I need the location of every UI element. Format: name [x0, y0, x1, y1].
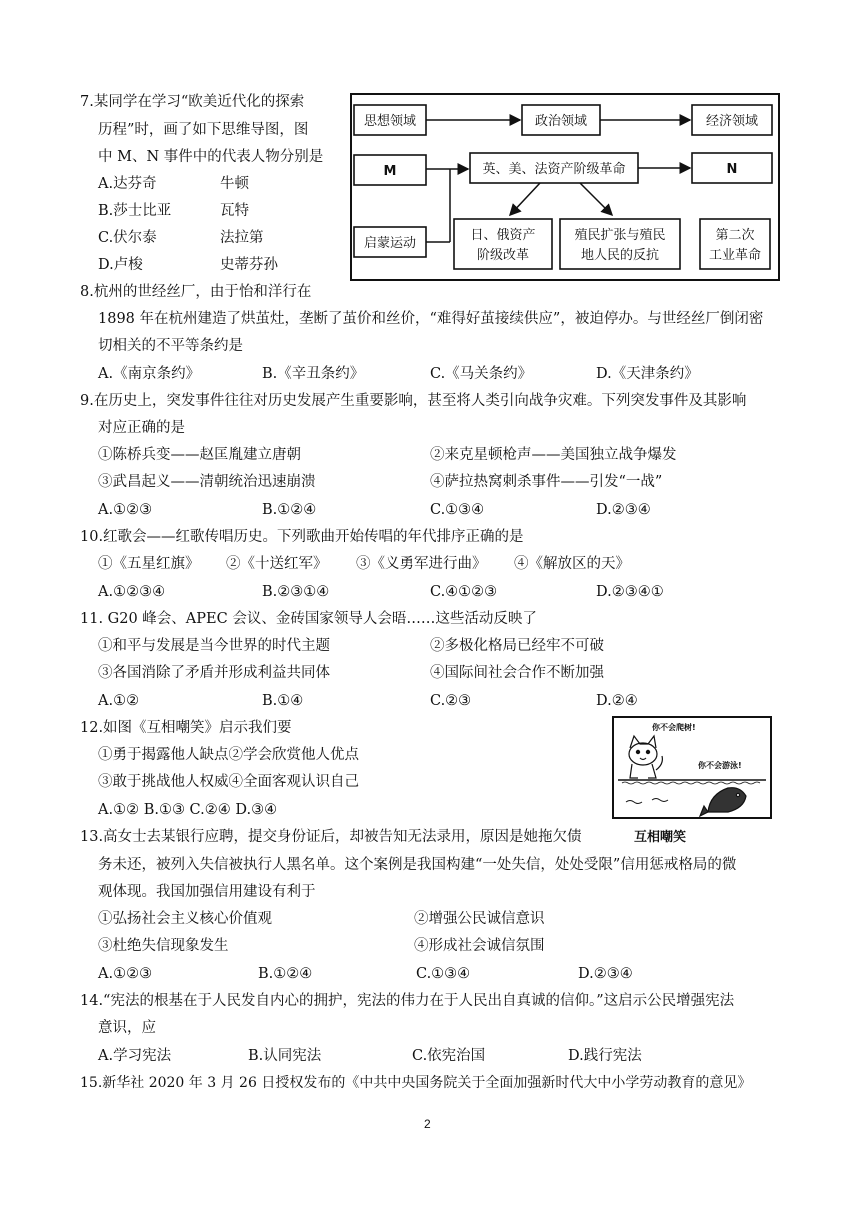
- box-second-industrial-revolution-line1: 第二次: [715, 228, 755, 243]
- q13-option-b: B.①②④: [258, 966, 313, 982]
- q8-option-c: C.《马关条约》: [430, 366, 533, 382]
- q14-line-1: 14.“宪法的根基在于人民发自内心的拥护，宪法的伟力在于人民出自真诚的信仰。”这启示公民增强宪法: [80, 993, 735, 1009]
- q7-option-d-letter: D.卢梭: [98, 257, 143, 273]
- q13-line-3: 观体现。我国加强信用建设有利于: [98, 884, 316, 900]
- q10-item-2: ②《十送红军》: [226, 556, 328, 572]
- q11-item-4: ④国际间社会合作不断加强: [430, 665, 604, 681]
- box-m-label: M: [383, 164, 397, 179]
- q13-line-1: 13.高女士去某银行应聘，提交身份证后，却被告知无法录用，原因是她拖欠债: [80, 829, 582, 845]
- q10-item-3: ③《义勇军进行曲》: [356, 556, 487, 572]
- q7-option-c-value: 法拉第: [220, 230, 264, 246]
- q13-line-2: 务未还，被列入失信被执行人黑名单。这个案例是我国构建“一处失信，处处受限”信用惩戒格局的微: [98, 857, 737, 873]
- box-bourgeois-revolution-label: 英、美、法资产阶级革命: [482, 162, 626, 177]
- q9-item-4: ④萨拉热窝刺杀事件——引发“一战”: [430, 474, 663, 490]
- q14-option-c: C.依宪治国: [412, 1048, 486, 1064]
- box-colonial-expansion-line2: 地人民的反抗: [580, 248, 660, 263]
- box-colonial-expansion-line1: 殖民扩张与殖民: [574, 228, 666, 243]
- mind-map-diagram: [350, 93, 780, 281]
- q7-line-1: 7.某同学在学习“欧美近代化的探索: [80, 94, 305, 110]
- q8-option-d: D.《天津条约》: [596, 366, 699, 382]
- q9-line-2: 对应正确的是: [98, 420, 185, 436]
- q14-option-d: D.践行宪法: [568, 1048, 642, 1064]
- q10-item-4: ④《解放区的天》: [514, 556, 630, 572]
- q15-line: 15.新华社 2020 年 3 月 26 日授权发布的《中共中央国务院关于全面加强新时代大中小学劳动教育的意见》: [80, 1075, 752, 1091]
- cartoon-speech-right: 你不会游泳!: [698, 761, 742, 770]
- q9-option-c: C.①③④: [430, 502, 485, 518]
- q10-option-c: C.④①②③: [430, 584, 498, 600]
- q12-line: 12.如图《互相嘲笑》启示我们要: [80, 720, 292, 736]
- q9-item-1: ①陈桥兵变——赵匡胤建立唐朝: [98, 447, 301, 463]
- box-economic-field-label: 经济领域: [705, 114, 759, 129]
- q10-option-b: B.②③①④: [262, 584, 330, 600]
- q11-item-2: ②多极化格局已经牢不可破: [430, 638, 604, 654]
- q11-item-1: ①和平与发展是当今世界的时代主题: [98, 638, 330, 654]
- q8-option-b: B.《辛丑条约》: [262, 366, 365, 382]
- q14-line-2: 意识，应: [98, 1020, 156, 1036]
- q9-option-b: B.①②④: [262, 502, 317, 518]
- q11-option-d: D.②④: [596, 693, 638, 709]
- box-enlightenment-label: 启蒙运动: [363, 236, 417, 251]
- box-japan-russia-reform-line2: 阶级改革: [476, 248, 530, 263]
- q8-option-a: A.《南京条约》: [98, 366, 201, 382]
- q11-option-a: A.①②: [98, 693, 140, 709]
- cartoon-speech-top: 你不会爬树!: [652, 723, 696, 732]
- q7-option-b-value: 瓦特: [220, 203, 249, 219]
- q7-option-a-letter: A.达芬奇: [98, 176, 157, 192]
- q10-option-a: A.①②③④: [98, 584, 166, 600]
- q13-item-3: ③杜绝失信现象发生: [98, 938, 229, 954]
- q7-line-3: 中 M、N 事件中的代表人物分别是: [98, 149, 324, 165]
- q7-line-2: 历程”时，画了如下思维导图，图: [98, 122, 309, 138]
- q12-options: A.①② B.①③ C.②④ D.③④: [98, 802, 278, 818]
- q9-item-2: ②来克星顿枪声——美国独立战争爆发: [430, 447, 677, 463]
- q12-item-1: ①勇于揭露他人缺点②学会欣赏他人优点: [98, 747, 359, 763]
- q11-option-c: C.②③: [430, 693, 472, 709]
- cartoon-mutual-mockery: [612, 716, 772, 819]
- q8-line-3: 切相关的不平等条约是: [98, 338, 243, 354]
- q7-option-c-letter: C.伏尔泰: [98, 230, 157, 246]
- q11-item-3: ③各国消除了矛盾并形成利益共同体: [98, 665, 330, 681]
- q11-option-b: B.①④: [262, 693, 304, 709]
- q13-item-1: ①弘扬社会主义核心价值观: [98, 911, 272, 927]
- q7-option-a-value: 牛顿: [220, 176, 249, 192]
- page-number: 2: [424, 1117, 431, 1131]
- q10-item-1: ①《五星红旗》: [98, 556, 200, 572]
- q13-option-c: C.①③④: [416, 966, 471, 982]
- q7-option-b-letter: B.莎士比亚: [98, 203, 172, 219]
- q9-line-1: 9.在历史上，突发事件往往对历史发展产生重要影响，甚至将人类引向战争灾难。下列突发事件及其影响: [80, 393, 747, 409]
- q7-option-d-value: 史蒂芬孙: [220, 257, 278, 273]
- q11-line: 11. G20 峰会、APEC 会议、金砖国家领导人会晤……这些活动反映了: [80, 611, 537, 627]
- q9-option-d: D.②③④: [596, 502, 651, 518]
- q13-item-2: ②增强公民诚信意识: [414, 911, 545, 927]
- box-second-industrial-revolution-line2: 工业革命: [708, 248, 762, 263]
- box-political-field-label: 政治领域: [534, 114, 588, 129]
- arrow-revolution-to-colonial: [580, 183, 612, 215]
- q8-line-2: 1898 年在杭州建造了烘茧灶，垄断了茧价和丝价，“难得好茧接续供应”，被迫停办。与世经丝厂倒闭密: [98, 311, 764, 327]
- q13-option-a: A.①②③: [98, 966, 153, 982]
- box-thought-field-label: 思想领域: [363, 114, 417, 129]
- box-japan-russia-reform-line1: 日、俄资产: [470, 228, 536, 243]
- cartoon-caption: 互相嘲笑: [634, 830, 687, 845]
- q13-option-d: D.②③④: [578, 966, 633, 982]
- q10-option-d: D.②③④①: [596, 584, 664, 600]
- q9-option-a: A.①②③: [98, 502, 153, 518]
- q9-item-3: ③武昌起义——清朝统治迅速崩溃: [98, 474, 316, 490]
- arrow-revolution-to-reform: [510, 183, 540, 215]
- q14-option-b: B.认同宪法: [248, 1048, 322, 1064]
- q14-option-a: A.学习宪法: [98, 1048, 172, 1064]
- q8-line-1: 8.杭州的世经丝厂，由于怡和洋行在: [80, 284, 312, 300]
- q13-item-4: ④形成社会诚信氛围: [414, 938, 545, 954]
- q12-item-2: ③敢于挑战他人权威④全面客观认识自己: [98, 774, 359, 790]
- q10-line: 10.红歌会——红歌传唱历史。下列歌曲开始传唱的年代排序正确的是: [80, 529, 524, 545]
- box-n-label: N: [726, 162, 738, 177]
